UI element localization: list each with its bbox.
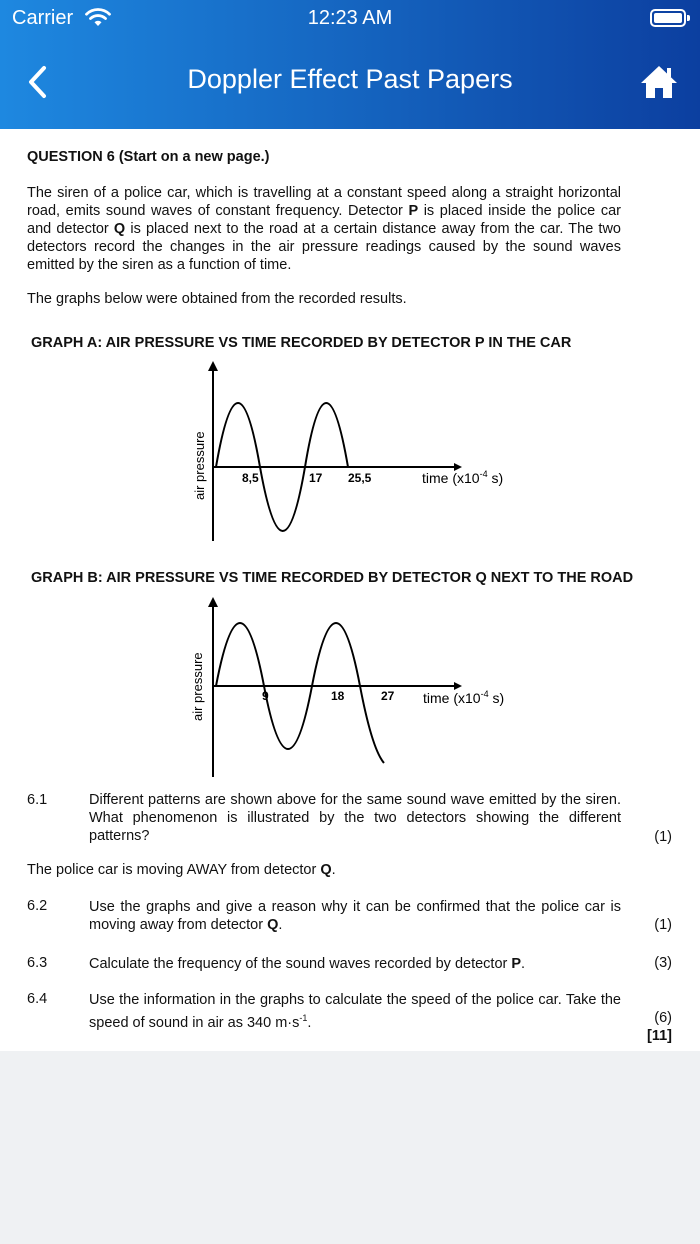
question-paper xyxy=(0,129,700,1051)
graph-b-title: GRAPH B: AIR PRESSURE VS TIME RECORDED BY DETECTOR Q NEXT TO THE ROAD xyxy=(31,570,634,586)
question-number-6-1: 6.1 xyxy=(27,792,48,808)
statement-away-from-q: The police car is moving AWAY from detector Q. xyxy=(27,862,336,878)
question-total-marks: [11] xyxy=(647,1028,672,1044)
question-text-6-4: Use the information in the graphs to calculate the speed of the police car. Take the speed of sound in air as 340 $m\cdot s^{-1}$. xyxy=(89,992,621,1031)
marks-6-4: (6) xyxy=(654,1010,672,1026)
marks-6-1: (1) xyxy=(654,829,672,845)
graph-b-tick-3: 27 xyxy=(381,689,395,703)
graphs-intro: The graphs below were obtained from the recorded results. xyxy=(27,291,407,307)
home-icon[interactable] xyxy=(640,64,678,100)
question-intro: The siren of a police car, which is travelling at a constant speed along a straight horizontal road, emits sound waves of constant frequency. Detector P is placed inside the police car and detector Q is placed next to the road at a certain distance away from the car. The two detectors record the changes in the air pressure readings caused by the sound waves emitted by the siren as a function of time. xyxy=(27,185,621,273)
status-time: 12:23 AM xyxy=(307,7,393,29)
status-bar xyxy=(0,0,700,36)
graph-a-tick-1: 8,5 xyxy=(242,471,259,485)
app-header xyxy=(0,0,700,129)
graph-b-tick-2: 18 xyxy=(331,689,345,703)
graph-a-title: GRAPH A: AIR PRESSURE VS TIME RECORDED BY DETECTOR P IN THE CAR xyxy=(31,335,572,351)
graph-b-tick-1: 9 xyxy=(262,689,269,703)
question-title: QUESTION 6 (Start on a new page.) xyxy=(27,149,270,165)
marks-6-2: (1) xyxy=(654,917,672,933)
marks-6-3: (3) xyxy=(654,955,672,971)
graph-b xyxy=(180,593,540,783)
question-number-6-2: 6.2 xyxy=(27,898,48,914)
graph-a-tick-2: 17 xyxy=(309,471,323,485)
graph-a xyxy=(180,355,540,545)
graph-a-tick-3: 25,5 xyxy=(348,471,372,485)
question-number-6-3: 6.3 xyxy=(27,955,48,971)
graph-b-xlabel: time ($x10^{-4}$ s) xyxy=(423,689,505,706)
graph-b-ylabel: air pressure xyxy=(190,652,205,721)
page-title: Doppler Effect Past Papers xyxy=(187,64,513,94)
question-text-6-2: Use the graphs and give a reason why it can be confirmed that the police car is moving away from detector Q. xyxy=(89,899,621,933)
question-number-6-4: 6.4 xyxy=(27,991,48,1007)
question-text-6-1: Different patterns are shown above for the same sound wave emitted by the siren. What phenomenon is illustrated by the two detectors showing the different patterns? xyxy=(89,792,621,844)
battery-icon xyxy=(650,9,686,27)
graph-a-ylabel: air pressure xyxy=(192,431,207,500)
carrier-label: Carrier xyxy=(12,7,74,29)
navigation-bar xyxy=(0,50,700,112)
question-text-6-3: Calculate the frequency of the sound waves recorded by detector P. xyxy=(89,956,526,972)
graph-a-xlabel: time ($x10^{-4}$ s) xyxy=(422,469,504,486)
